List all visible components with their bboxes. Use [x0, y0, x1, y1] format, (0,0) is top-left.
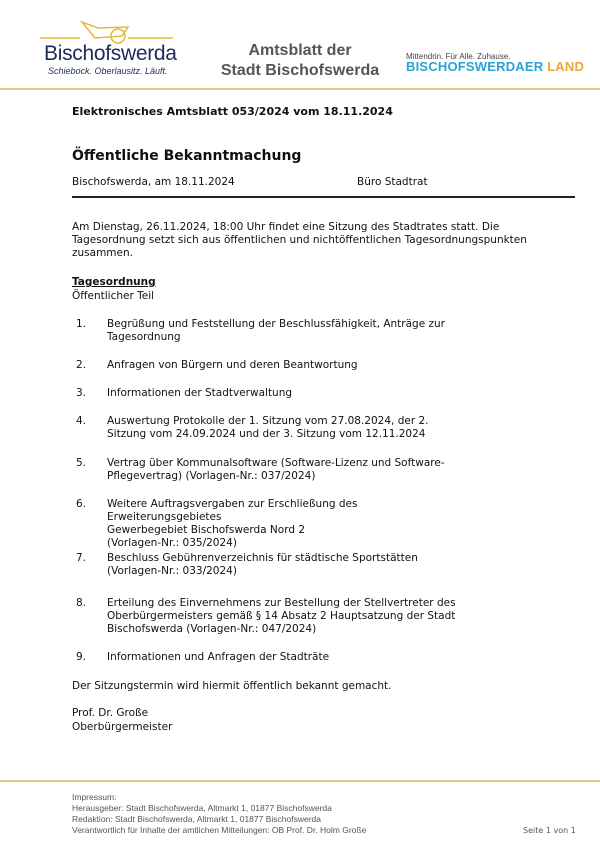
header-divider	[0, 88, 600, 90]
signer-name: Prof. Dr. Große	[72, 707, 149, 719]
agenda-item-text: Auswertung Protokolle der 1. Sitzung vom 27.08.2024, der 2. Sitzung vom 24.09.2024 und der 3. Sitzung vom 12.11.2024	[107, 415, 429, 440]
date-line: Bischofswerda, am 18.11.2024	[72, 176, 235, 188]
publication-title: Amtsblatt der Stadt Bischofswerda	[220, 42, 380, 79]
agenda-item-number: 5.	[76, 457, 87, 469]
region-logo: BISCHOFSWERDAER LAND	[406, 59, 585, 74]
logo-tagline: Schiebock. Oberlausitz. Läuft.	[48, 66, 168, 76]
responsible: Verantwortlich für Inhalte der amtlichen Mitteilungen: OB Prof. Dr. Holm Große	[72, 825, 367, 835]
signer-role: Oberbürgermeister	[72, 721, 173, 733]
agenda-subtitle: Öffentlicher Teil	[72, 290, 155, 302]
agenda-item-text: Anfragen von Bürgern und deren Beantwortung	[107, 359, 358, 371]
intro-paragraph: Am Dienstag, 26.11.2024, 18:00 Uhr findet eine Sitzung des Stadtrates statt. Die Tagesordnung setzt sich aus öffentlichen und nichtöffentlichen Tagesordnungspunkten zusammen.	[72, 221, 527, 259]
agenda-item-text: Informationen und Anfragen der Stadträte	[107, 651, 330, 663]
agenda-item-text: Beschluss Gebührenverzeichnis für städtische Sportstätten (Vorlagen-Nr.: 033/2024)	[107, 552, 418, 577]
page-title: Öffentliche Bekanntmachung	[72, 148, 302, 164]
agenda-item-number: 1.	[76, 318, 87, 330]
footer-divider	[0, 780, 600, 782]
agenda-item-number: 6.	[76, 498, 87, 510]
logo-name: Bischofswerda	[44, 42, 177, 65]
agenda-item-text: Weitere Auftragsvergaben zur Erschließung des Erweiterungsgebietes Gewerbegebiet Bischofswerda Nord 2 (Vorlagen-Nr.: 035/2024)	[107, 498, 358, 549]
office-line: Büro Stadtrat	[357, 176, 428, 188]
agenda-item-text: Vertrag über Kommunalsoftware (Software-Lizenz und Software-Pflegevertrag) (Vorlagen-Nr.: 037/2024)	[107, 457, 445, 482]
agenda-item-number: 8.	[76, 597, 87, 609]
agenda-item-text: Begrüßung und Feststellung der Beschlussfähigkeit, Anträge zur Tagesordnung	[107, 318, 445, 343]
agenda-item-number: 2.	[76, 359, 87, 371]
impressum-label: Impressum:	[72, 792, 117, 802]
editor: Redaktion: Stadt Bischofswerda, Altmarkt 1, 01877 Bischofswerda	[72, 814, 321, 824]
agenda-item-number: 9.	[76, 651, 87, 663]
agenda-item-number: 3.	[76, 387, 87, 399]
agenda-item-number: 7.	[76, 552, 87, 564]
closing-text: Der Sitzungstermin wird hiermit öffentlich bekannt gemacht.	[72, 680, 392, 692]
agenda-title: Tagesordnung	[72, 276, 156, 288]
page-number: Seite 1 von 1	[523, 826, 576, 835]
agenda-item-number: 4.	[76, 415, 87, 427]
region-slogan: Mittendrin. Für Alle. Zuhause.	[406, 52, 511, 61]
agenda-item-text: Informationen der Stadtverwaltung	[107, 387, 293, 399]
agenda-item-text: Erteilung des Einvernehmens zur Bestellung der Stellvertreter des Oberbürgermeisters gemäß § 14 Absatz 2 Hauptsatzung der Stadt Bischofswerda (Vorlagen-Nr.: 047/2024)	[107, 597, 456, 635]
issue-line: Elektronisches Amtsblatt 053/2024 vom 18.11.2024	[72, 105, 393, 118]
publisher: Herausgeber: Stadt Bischofswerda, Altmarkt 1, 01877 Bischofswerda	[72, 803, 332, 813]
title-divider	[72, 196, 575, 198]
